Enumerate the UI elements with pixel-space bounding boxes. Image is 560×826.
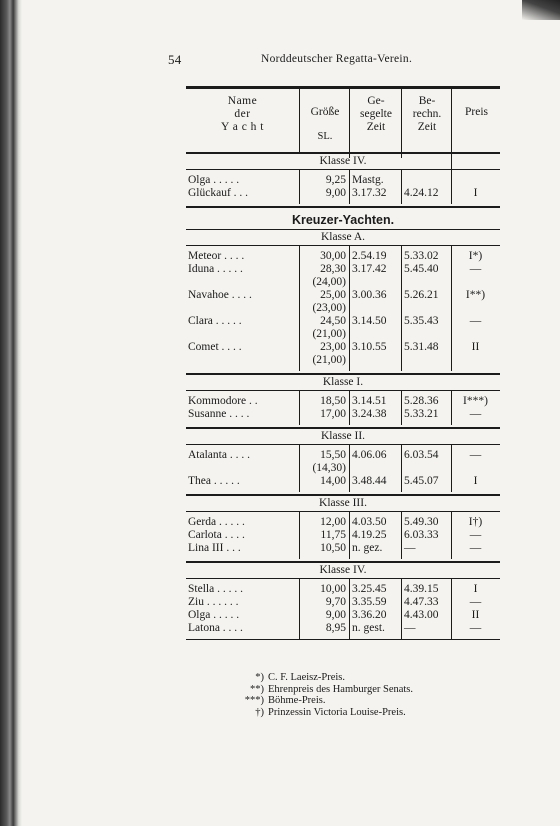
cell-rechn: 5.49.30 [404, 516, 439, 528]
section-heading: Kreuzer-Yachten. [291, 213, 395, 227]
cell-segelte: 4.06.06 [352, 449, 387, 461]
cell-name: Olga . . . . . [188, 609, 240, 621]
column-header-name: Name der Y a c h t [220, 95, 265, 133]
cell-segelte: 3.48.44 [352, 475, 387, 487]
cell-name: Susanne . . . . [188, 408, 250, 420]
footnote: †) Prinzessin Victoria Louise-Preis. [255, 706, 406, 718]
table-row [186, 395, 500, 408]
table-row [186, 542, 500, 555]
cell-preis: I***) [463, 395, 488, 407]
cell-name: Lina III . . . [188, 542, 241, 554]
class-section [186, 445, 500, 492]
cell-segelte: 3.35.59 [352, 596, 387, 608]
cell-preis: I**) [465, 289, 486, 301]
cell-preis: I [473, 475, 478, 487]
table-row [186, 328, 500, 341]
table-row [186, 354, 500, 367]
cell-segelte: n. gez. [352, 542, 383, 554]
cell-preis: — [469, 408, 482, 420]
table-row [186, 263, 500, 276]
cell-rechn: 5.45.07 [404, 475, 439, 487]
class-label: Klasse I. [186, 375, 500, 391]
class-section [186, 579, 500, 639]
cell-name: Comet . . . . [188, 341, 242, 353]
footnote: **) Ehrenpreis des Hamburger Senats. [250, 683, 414, 695]
cell-rechn: 5.28.36 [404, 395, 439, 407]
class-section [186, 512, 500, 559]
cell-size: (21,00) [312, 354, 346, 366]
cell-segelte: 3.14.50 [352, 315, 387, 327]
cell-name: Meteor . . . . [188, 250, 245, 262]
cell-size: 23,00 [320, 341, 346, 353]
cell-size: (14,30) [312, 462, 346, 474]
class-label: Klasse IV. [186, 563, 500, 579]
table-row [186, 596, 500, 609]
cell-rechn: 5.35.43 [404, 315, 439, 327]
cell-preis: — [469, 622, 482, 634]
cell-rechn: 4.24.12 [404, 187, 439, 199]
cell-rechn: 5.31.48 [404, 341, 439, 353]
cell-name: Navahoe . . . . [188, 289, 252, 301]
section-rule [186, 206, 500, 208]
table-row [186, 341, 500, 354]
cell-rechn: — [404, 622, 416, 634]
running-title: Norddeutscher Regatta-Verein. [261, 53, 413, 65]
cell-size: 17,00 [320, 408, 346, 420]
table-row [186, 187, 500, 200]
cell-size: 14,00 [320, 475, 346, 487]
cell-rechn: 6.03.33 [404, 529, 439, 541]
table-row [186, 276, 500, 289]
cell-preis: II [471, 341, 480, 353]
footnote: ***) Böhme-Preis. [244, 695, 326, 706]
cell-size: 12,00 [320, 516, 346, 528]
column-header-sailed-time: Ge- segelte Zeit [349, 89, 402, 158]
footnotes [236, 672, 413, 718]
cell-rechn: — [404, 542, 416, 554]
cell-preis: — [469, 542, 482, 554]
table-body [186, 153, 500, 640]
cell-rechn: 6.03.54 [404, 449, 439, 461]
class-label: Klasse III. [186, 496, 500, 512]
cell-segelte: 3.24.38 [352, 408, 387, 420]
cell-size: (23,00) [312, 302, 346, 314]
table-row [186, 609, 500, 622]
cell-name: Thea . . . . . [188, 475, 240, 487]
cell-name: Atalanta . . . . [188, 449, 250, 461]
cell-size: 9,00 [325, 187, 346, 199]
cell-segelte: 4.19.25 [352, 529, 387, 541]
page-header [168, 52, 528, 70]
table-row [186, 622, 500, 635]
page-corner-shadow [522, 0, 560, 20]
table-row [186, 475, 500, 488]
table-row [186, 408, 500, 421]
table-row [186, 250, 500, 263]
cell-name: Iduna . . . . . [188, 263, 243, 275]
table-row [186, 583, 500, 596]
cell-preis: — [469, 596, 482, 608]
cell-preis: — [469, 263, 482, 275]
table-row [186, 462, 500, 475]
table-row [186, 302, 500, 315]
class-label: Klasse II. [186, 429, 500, 445]
cell-name: Olga . . . . . [188, 174, 240, 186]
table-header [186, 89, 500, 153]
cell-name: Ziu . . . . . . [188, 596, 239, 608]
footnote: *) C. F. Laeisz-Preis. [255, 672, 346, 683]
table-row [186, 449, 500, 462]
table-bottom-rule [186, 639, 500, 640]
cell-segelte: 2.54.19 [352, 250, 387, 262]
cell-size: 11,75 [320, 529, 346, 541]
page-number: 54 [168, 52, 182, 67]
book-spine [0, 0, 22, 826]
cell-size: 10,00 [320, 583, 346, 595]
table-row [186, 529, 500, 542]
cell-name: Stella . . . . . [188, 583, 243, 595]
cell-rechn: 5.45.40 [404, 263, 439, 275]
class-label: Klasse A. [186, 229, 500, 246]
cell-segelte: 3.17.32 [352, 187, 387, 199]
cell-preis: I*) [468, 250, 483, 262]
cell-preis: I [473, 583, 478, 595]
cell-preis: — [469, 315, 482, 327]
cell-name: Gerda . . . . . [188, 516, 245, 528]
cell-preis: — [469, 529, 482, 541]
cell-preis: — [469, 449, 482, 461]
cell-name: Latona . . . . [188, 622, 243, 634]
cell-rechn: 5.33.21 [404, 408, 439, 420]
cell-segelte: 3.10.55 [352, 341, 387, 353]
column-header-size: Größe SL. [299, 89, 350, 152]
cell-size: 10,50 [320, 542, 346, 554]
cell-size: (24,00) [312, 276, 346, 288]
table-row [186, 516, 500, 529]
class-section [186, 391, 500, 425]
cell-segelte: 3.00.36 [352, 289, 387, 301]
cell-preis: I [473, 187, 478, 199]
cell-segelte: 3.25.45 [352, 583, 387, 595]
cell-rechn: 4.43.00 [404, 609, 439, 621]
cell-preis: II [471, 609, 480, 621]
cell-size: 15,50 [320, 449, 346, 461]
regatta-results-table [186, 86, 500, 640]
cell-size: 24,50 [320, 315, 346, 327]
cell-segelte: 4.03.50 [352, 516, 387, 528]
cell-size: 9,70 [325, 596, 346, 608]
class-label: Klasse IV. [186, 153, 500, 170]
table-row [186, 174, 500, 187]
cell-rechn: 4.47.33 [404, 596, 439, 608]
cell-rechn: 5.33.02 [404, 250, 439, 262]
column-header-prize: Preis [451, 89, 501, 169]
table-row [186, 315, 500, 328]
cell-size: 8,95 [325, 622, 346, 634]
cell-preis: I†) [468, 516, 483, 528]
cell-segelte: 3.17.42 [352, 263, 387, 275]
cell-size: 9,25 [325, 174, 346, 186]
cell-segelte: Mastg. [352, 174, 384, 186]
cell-size: 28,30 [320, 263, 346, 275]
cell-size: (21,00) [312, 328, 346, 340]
cell-name: Kommodore . . [188, 395, 258, 407]
cell-size: 30,00 [320, 250, 346, 262]
cell-rechn: 5.26.21 [404, 289, 439, 301]
cell-name: Carlota . . . . [188, 529, 245, 541]
cell-segelte: 3.36.20 [352, 609, 387, 621]
table-row [186, 289, 500, 302]
class-section [186, 170, 500, 204]
cell-segelte: n. gest. [352, 622, 385, 634]
cell-size: 18,50 [320, 395, 346, 407]
cell-segelte: 3.14.51 [352, 395, 387, 407]
cell-size: 25,00 [320, 289, 346, 301]
cell-size: 9,00 [325, 609, 346, 621]
class-section [186, 246, 500, 371]
cell-name: Clara . . . . . [188, 315, 242, 327]
cell-name: Glückauf . . . [188, 187, 249, 199]
cell-rechn: 4.39.15 [404, 583, 439, 595]
column-header-calculated-time: Be- rechn. Zeit [401, 89, 452, 158]
